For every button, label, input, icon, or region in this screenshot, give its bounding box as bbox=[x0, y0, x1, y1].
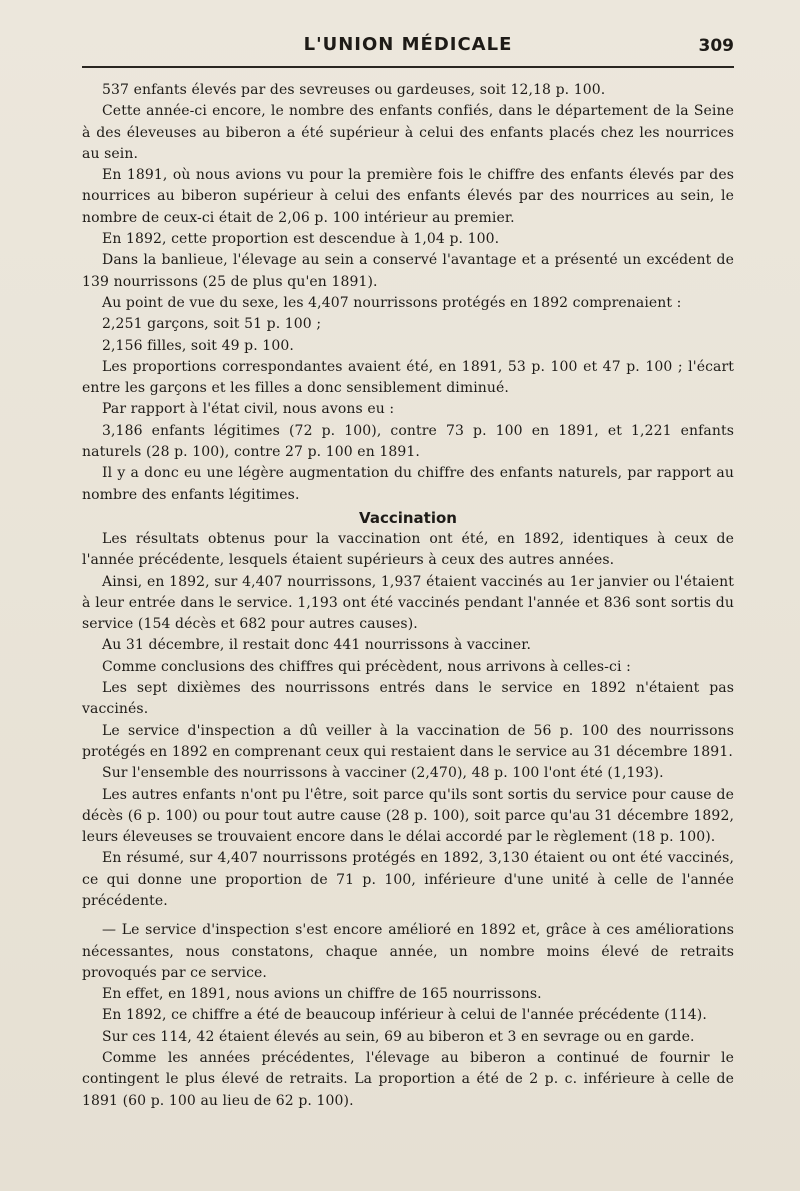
paragraph: Au point de vue du sexe, les 4,407 nourrissons protégés en 1892 comprenaient : bbox=[102, 294, 682, 311]
header-rule bbox=[82, 66, 734, 68]
section-title: Vaccination bbox=[359, 508, 457, 527]
list-item: 2,156 filles, soit 49 p. 100. bbox=[102, 337, 294, 354]
paragraph: Ainsi, en 1892, sur 4,407 nourrissons, 1,937 étaient vaccinés au 1er janvier ou l'étaient à leur entrée dans le service. 1,193 ont été vaccinés pendant l'année et 836 sont sortis du service (154 décès et 682 pour autres causes). bbox=[82, 573, 734, 633]
paragraph: En effet, en 1891, nous avions un chiffre de 165 nourrissons. bbox=[102, 986, 542, 1003]
paragraph: — Le service d'inspection s'est encore amélioré en 1892 et, grâce à ces améliorations nécessantes, nous constatons, chaque année, un nombre moins élevé de retraits provoqués par ce service. bbox=[82, 922, 734, 981]
paragraph: Sur l'ensemble des nourrissons à vacciner (2,470), 48 p. 100 l'ont été (1,193). bbox=[102, 765, 664, 782]
paragraph: Les résultats obtenus pour la vaccination ont été, en 1892, identiques à ceux de l'année précédente, lesquels étaient supérieurs à ceux des autres années. bbox=[82, 530, 734, 569]
paragraph: Au 31 décembre, il restait donc 441 nourrissons à vacciner. bbox=[102, 637, 532, 654]
paragraph: Par rapport à l'état civil, nous avons eu : bbox=[102, 401, 395, 418]
document-body bbox=[82, 80, 734, 1112]
page-number: 309 bbox=[698, 36, 734, 56]
paragraph: Dans la banlieue, l'élevage au sein a conservé l'avantage et a présenté un excédent de 139 nourrissons (25 de plus qu'en 1891). bbox=[82, 252, 734, 290]
paragraph: 537 enfants élevés par des sevreuses ou gardeuses, soit 12,18 p. 100. bbox=[102, 82, 606, 98]
paragraph: 3,186 enfants légitimes (72 p. 100), contre 73 p. 100 en 1891, et 1,221 enfants naturels (28 p. 100), contre 27 p. 100 en 1891. bbox=[82, 422, 734, 461]
paragraph: Comme conclusions des chiffres qui précèdent, nous arrivons à celles-ci : bbox=[102, 658, 631, 675]
paragraph: En 1891, où nous avions vu pour la première fois le chiffre des enfants élevés par des nourrices au biberon supérieur à celui des enfants élevés par des nourrices au sein, le nombre de ceux-ci était de 2,06 p. 100 intérieur au premier. bbox=[82, 167, 734, 226]
paragraph: En 1892, ce chiffre a été de beaucoup inférieur à celui de l'année précédente (114). bbox=[102, 1007, 707, 1024]
paragraph: Sur ces 114, 42 étaient élevés au sein, 69 au biberon et 3 en sevrage ou en garde. bbox=[102, 1028, 695, 1045]
paragraph: Comme les années précédentes, l'élevage au biberon a continué de fournir le contingent le plus élevé de retraits. La proportion a été de 2 p. c. inférieure à celle de 1891 (60 p. 100 au lieu de 62 p. 100). bbox=[82, 1050, 734, 1109]
page-header bbox=[82, 28, 734, 62]
list-item: 2,251 garçons, soit 51 p. 100 ; bbox=[102, 316, 322, 333]
paragraph: Les autres enfants n'ont pu l'être, soit parce qu'ils sont sortis du service pour cause de décès (6 p. 100) ou pour tout autre cause (28 p. 100), soit parce qu'au 31 décembre 1892, leurs éleveuses se trouvaient encore dans le délai accordé par le règlement (18 p. 100). bbox=[82, 786, 734, 846]
paragraph: En résumé, sur 4,407 nourrissons protégés en 1892, 3,130 étaient ou ont été vaccinés, ce qui donne une proportion de 71 p. 100, inférieure d'une unité à celle de l'année précédente. bbox=[82, 850, 734, 909]
paragraph: Les sept dixièmes des nourrissons entrés dans le service en 1892 n'étaient pas vaccinés. bbox=[82, 680, 734, 718]
paragraph: Il y a donc eu une légère augmentation du chiffre des enfants naturels, par rapport au nombre des enfants légitimes. bbox=[82, 465, 734, 503]
paragraph: Le service d'inspection a dû veiller à la vaccination de 56 p. 100 des nourrissons protégés en 1892 en comprenant ceux qui restaient dans le service au 31 décembre 1891. bbox=[82, 722, 734, 760]
paragraph: En 1892, cette proportion est descendue à 1,04 p. 100. bbox=[102, 231, 500, 248]
paragraph: Les proportions correspondantes avaient été, en 1891, 53 p. 100 et 47 p. 100 ; l'écart entre les garçons et les filles a donc sensiblement diminué. bbox=[82, 358, 734, 397]
paragraph: Cette année-ci encore, le nombre des enfants confiés, dans le département de la Seine à des éleveuses au biberon a été supérieur à celui des enfants placés chez les nourrices au sein. bbox=[82, 103, 734, 162]
running-title: L'UNION MÉDICALE bbox=[303, 34, 513, 55]
